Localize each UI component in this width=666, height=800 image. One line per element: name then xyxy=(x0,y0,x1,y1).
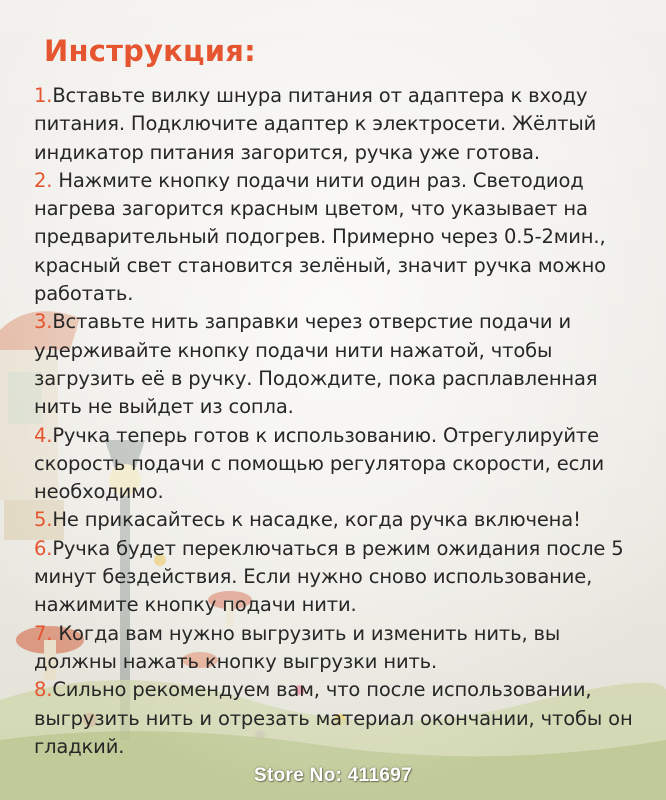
step-number: 2. xyxy=(34,168,53,192)
step-item xyxy=(34,308,644,421)
step-number: 5. xyxy=(34,508,53,532)
step-number: 1. xyxy=(34,84,53,107)
step-number: 8. xyxy=(34,678,53,702)
step-number: 7. xyxy=(34,621,53,645)
step-item xyxy=(34,676,644,761)
step-item xyxy=(34,422,644,507)
step-text: Когда вам нужно выгрузить и изменить нить, вы должны нажать кнопку выгрузки нить. xyxy=(34,621,561,673)
step-text: Сильно рекомендуем вам, что после использовании, выгрузить нить и отрезать материал окончании, чтобы он гладкий. xyxy=(34,678,633,758)
step-item xyxy=(34,506,644,534)
step-text: Вставьте вилку шнура питания от адаптера к входу питания. Подключите адаптер к электросети. Жёлтый индикатор питания загорится, ручка уже готова. xyxy=(34,84,597,164)
step-text: Вставьте нить заправки через отверстие подачи и удерживайте кнопку подачи нити нажатой, чтобы загрузить её в ручку. Подождите, пока расплавленная нить не выйдет из сопла. xyxy=(34,310,598,419)
steps-list xyxy=(34,82,644,761)
step-number: 6. xyxy=(34,536,53,560)
step-text: Ручка теперь готов к использованию. Отрегулируйте скорость подачи с помощью регулятора скорости, если необходимо. xyxy=(34,423,604,504)
store-watermark: Store No: 411697 xyxy=(254,765,412,786)
step-number: 3. xyxy=(34,310,53,334)
page-title: Инструкция: xyxy=(44,34,256,68)
step-number: 4. xyxy=(34,423,53,447)
step-item xyxy=(34,535,644,620)
step-text: Не прикасайтесь к насадке, когда ручка включена! xyxy=(52,508,581,532)
step-text: Нажмите кнопку подачи нити один раз. Светодиод нагрева загорится красным цветом, что указывает на предварительный подогрев. Примерно через 0.5-2мин., красный свет становится зелёный, значит ручка можно работать. xyxy=(34,168,606,306)
step-item xyxy=(34,167,644,308)
step-text: Ручка будет переключаться в режим ожидания после 5 минут бездействия. Если нужно сново использование, нажимите кнопку подачи нити. xyxy=(34,536,624,617)
step-item xyxy=(34,620,644,677)
step-item xyxy=(34,82,644,167)
instruction-block xyxy=(34,34,644,761)
